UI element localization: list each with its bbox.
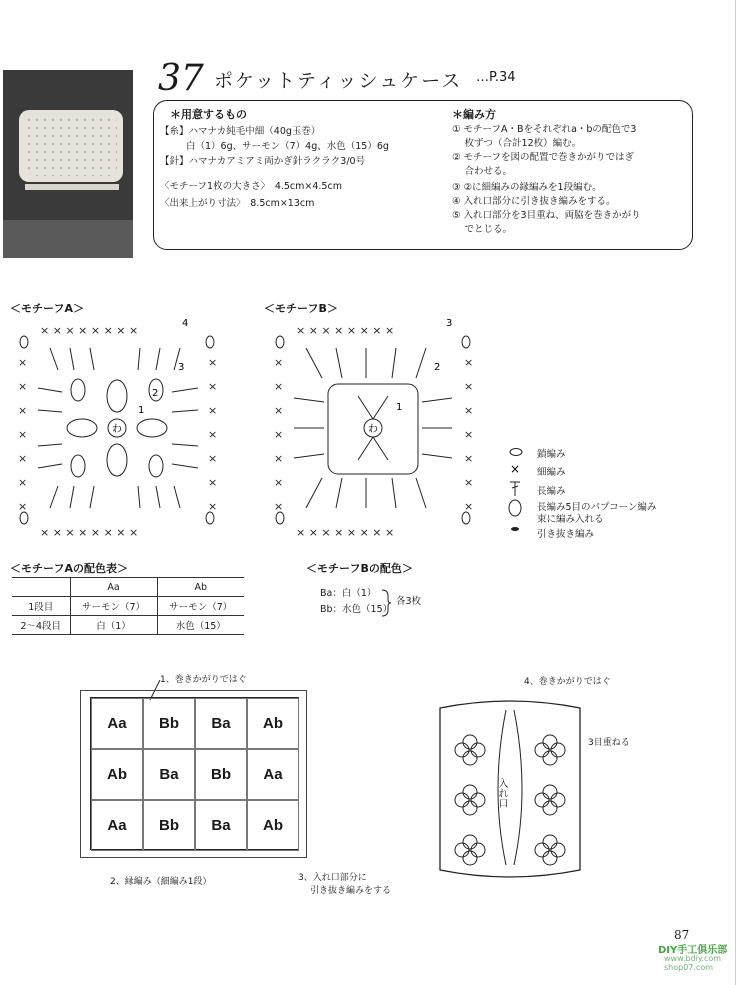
svg-text:×: × bbox=[208, 380, 218, 393]
grid-cell: Ab bbox=[247, 698, 299, 749]
svg-text:×: × bbox=[208, 476, 218, 489]
method-step: 合わせる。 bbox=[452, 166, 513, 177]
svg-text:×: × bbox=[18, 380, 28, 393]
svg-text:×: × bbox=[274, 356, 284, 369]
svg-text:×: × bbox=[18, 500, 28, 513]
motif-a-label: ＜モチーフA＞ bbox=[10, 302, 84, 315]
layout-note-1: 1、巻きかがりではぐ bbox=[160, 675, 247, 685]
legend-label: 細編み bbox=[537, 467, 566, 478]
method-step: ① モチーフA・Bをそれぞれa・bの配色で3 bbox=[452, 124, 637, 135]
layout-note-3b: 引き抜き編みをする bbox=[310, 886, 392, 896]
grid-cell: Ba bbox=[195, 800, 247, 851]
table-row bbox=[12, 616, 244, 635]
motif-size: 〈モチーフ1枚の大きさ〉 4.5cm×4.5cm bbox=[160, 181, 342, 192]
svg-text:×: × bbox=[18, 404, 28, 417]
grid-cell: Bb bbox=[195, 749, 247, 800]
chart-ring-label: わ bbox=[112, 424, 122, 435]
chain-symbol-icon bbox=[510, 449, 522, 456]
motif-b-chart bbox=[266, 318, 481, 538]
svg-text:×: × bbox=[274, 476, 284, 489]
layout-note-2: 2、縁編み（細編み1段） bbox=[110, 877, 212, 887]
svg-text:×: × bbox=[208, 500, 218, 513]
round-marker: 3 bbox=[446, 318, 453, 329]
table-cell: 白（1） bbox=[70, 616, 157, 635]
motif-b-each: 各3枚 bbox=[396, 596, 422, 607]
svg-text:×: × bbox=[18, 452, 28, 465]
grid-cell: Ba bbox=[143, 749, 195, 800]
pattern-title: ポケットティッシュケース bbox=[214, 70, 463, 92]
legend-label: 鎖編み bbox=[537, 449, 566, 460]
page-number: 87 bbox=[674, 928, 690, 942]
motif-b-label: ＜モチーフB＞ bbox=[264, 302, 338, 315]
method-step: ② モチーフを図の配置で巻きかがりではぎ bbox=[452, 152, 635, 163]
method-step: ③ ②に細編みの縁編みを1段編む。 bbox=[452, 182, 602, 193]
round-marker: 1 bbox=[138, 405, 145, 416]
method-step: ⑤ 入れ口部分を3目重ね、両脇を巻きかがり bbox=[452, 210, 641, 221]
round-marker: 4 bbox=[182, 318, 189, 329]
product-photo bbox=[3, 70, 133, 258]
svg-text:×: × bbox=[274, 380, 284, 393]
round-marker: 1 bbox=[396, 402, 403, 413]
double-crochet-symbol-icon bbox=[510, 482, 520, 496]
assembly-overlap: 3目重ねる bbox=[588, 738, 630, 748]
svg-text:×: × bbox=[464, 356, 474, 369]
svg-text:× × × × × × × ×: × × × × × × × × bbox=[40, 526, 139, 538]
finished-size: 〈出来上がり寸法〉 8.5cm×13cm bbox=[160, 198, 315, 209]
svg-text:×: × bbox=[464, 452, 474, 465]
pattern-number: 37 bbox=[158, 58, 204, 99]
page-spine-line bbox=[735, 0, 736, 985]
table-cell: サーモン（7） bbox=[70, 597, 157, 616]
photo-stand bbox=[25, 184, 119, 190]
method-heading: ＊編み方 bbox=[452, 108, 496, 121]
svg-text:×: × bbox=[274, 428, 284, 441]
round-marker: 2 bbox=[434, 362, 441, 373]
table-cell: サーモン（7） bbox=[169, 602, 233, 613]
chart-edge-row bbox=[40, 324, 138, 538]
svg-text:× × × × × × × ×: × × × × × × × × bbox=[296, 526, 395, 538]
table-cell: 1段目 bbox=[12, 597, 70, 616]
needle-line: 【針】ハマナカアミアミ両かぎ針ラクラク3/0号 bbox=[160, 156, 366, 167]
chart-ring-label: わ bbox=[368, 424, 378, 435]
opening-label: 入れ口 bbox=[496, 778, 507, 808]
grid-cell: Aa bbox=[91, 800, 143, 851]
table-header-blank bbox=[12, 578, 70, 597]
legend-label: 長編み bbox=[537, 486, 566, 497]
table-header: Aa bbox=[70, 578, 157, 597]
table-cell: 2〜4段目 bbox=[12, 616, 70, 635]
motif-b-colors-label: ＜モチーフBの配色＞ bbox=[306, 562, 413, 575]
svg-text:×: × bbox=[274, 500, 284, 513]
round-marker: 2 bbox=[152, 388, 159, 399]
color-table-a-label: ＜モチーフAの配色表＞ bbox=[10, 562, 128, 575]
assembly-note-4: 4、巻きかがりではぐ bbox=[524, 677, 611, 687]
layout-note-3a: 3、入れ口部分に bbox=[298, 873, 367, 883]
watermark-url: www.bdiy.com shop07.com bbox=[664, 954, 722, 972]
yarn-line-2: 白（1）6g、サーモン（7）4g、水色（15）6g bbox=[186, 141, 389, 152]
svg-text:×: × bbox=[208, 452, 218, 465]
legend-label: 引き抜き編み bbox=[537, 529, 595, 540]
method-step: ④ 入れ口部分に引き抜き編みをする。 bbox=[452, 196, 616, 207]
grid-cell: Bb bbox=[143, 698, 195, 749]
method-step: でとじる。 bbox=[452, 224, 513, 235]
motif-b-color-bb: Bb：水色（15） bbox=[320, 604, 393, 615]
svg-text:×: × bbox=[208, 404, 218, 417]
method-step: 枚ずつ（合計12枚）編む。 bbox=[452, 138, 582, 149]
svg-text:×: × bbox=[208, 356, 218, 369]
legend-label: 束に編み入れる bbox=[537, 514, 604, 525]
svg-text:×: × bbox=[274, 404, 284, 417]
table-row bbox=[12, 597, 244, 616]
svg-text:×: × bbox=[464, 404, 474, 417]
svg-text:×: × bbox=[18, 428, 28, 441]
legend-label: 長編み5目のパプコーン編み bbox=[537, 502, 657, 513]
single-crochet-symbol-icon: × bbox=[510, 462, 521, 476]
svg-text:×: × bbox=[464, 380, 474, 393]
motif-a-chart bbox=[10, 318, 225, 538]
grid-cell: Ab bbox=[91, 749, 143, 800]
popcorn-symbol-icon bbox=[509, 500, 521, 516]
photo-knit-texture bbox=[25, 116, 117, 176]
color-table-a bbox=[12, 577, 244, 635]
yarn-line-1: 【糸】ハマナカ純毛中細（40g玉巻） bbox=[160, 126, 321, 137]
layout-grid bbox=[90, 697, 299, 850]
bracket-icon bbox=[380, 588, 392, 618]
flower-motifs bbox=[455, 735, 565, 865]
svg-text:×: × bbox=[18, 476, 28, 489]
svg-text:×: × bbox=[464, 428, 474, 441]
photo-floor bbox=[3, 220, 133, 258]
table-header: Ab bbox=[194, 581, 208, 593]
materials-heading: ＊用意するもの bbox=[170, 108, 247, 121]
round-marker: 3 bbox=[178, 362, 185, 373]
svg-text:×: × bbox=[464, 476, 474, 489]
svg-text:×: × bbox=[208, 428, 218, 441]
svg-text:×: × bbox=[18, 356, 28, 369]
page-reference: …P.34 bbox=[476, 70, 516, 85]
legend-symbols bbox=[506, 444, 532, 536]
watermark-title: DIY手工俱乐部 bbox=[658, 945, 728, 956]
grid-cell: Ab bbox=[247, 800, 299, 851]
assembled-case-diagram bbox=[430, 690, 590, 890]
svg-text:×: × bbox=[274, 452, 284, 465]
grid-cell: Bb bbox=[143, 800, 195, 851]
grid-cell: Aa bbox=[247, 749, 299, 800]
svg-text:× × × × × × × ×: × × × × × × × × bbox=[296, 324, 395, 337]
svg-text:× × × × × × × ×: × × × × × × × × bbox=[40, 324, 139, 337]
grid-cell: Aa bbox=[91, 698, 143, 749]
motif-b-color-ba: Ba：白（1） bbox=[320, 588, 377, 599]
table-cell: 水色（15） bbox=[175, 621, 226, 632]
slip-stitch-symbol-icon bbox=[511, 527, 519, 531]
grid-cell: Ba bbox=[195, 698, 247, 749]
svg-text:×: × bbox=[464, 500, 474, 513]
